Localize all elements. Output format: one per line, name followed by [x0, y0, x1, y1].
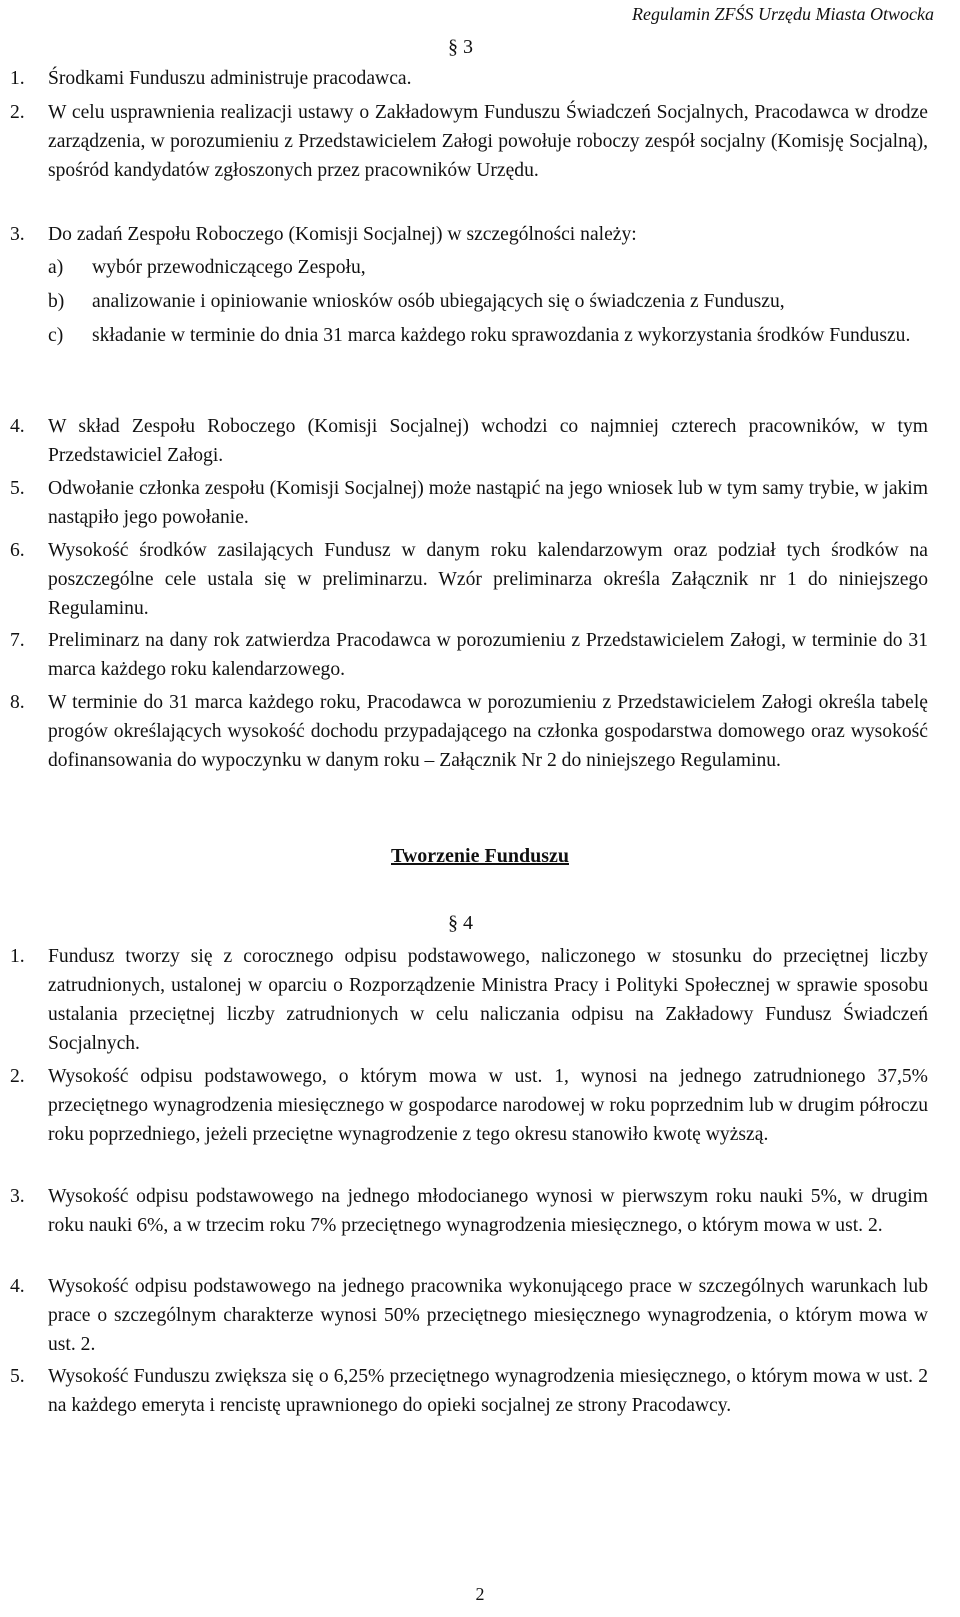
item-number: 3. [10, 1186, 25, 1207]
subitem-text: składanie w terminie do dnia 31 marca każdego roku sprawozdania z wykorzystania środków Funduszu. [92, 325, 911, 346]
item-number: 5. [10, 1366, 25, 1387]
subitem-a [48, 253, 928, 282]
item-number: 2. [10, 1066, 25, 1087]
item-number: 4. [10, 1276, 25, 1297]
s3-item-2 [10, 98, 928, 185]
s3-item-1 [10, 64, 928, 93]
item-text: Fundusz tworzy się z corocznego odpisu podstawowego, naliczonego w stosunku do przeciętnej liczby zatrudnionych, ustalonej w oparciu o Rozporządzenie Ministra Pracy i Polityki Społecznej w sprawie sposobu ustalania przeciętnej liczby zatrudnionych w celu naliczania odpisu na Zakładowy Fundusz Świadczeń Socjalnych. [48, 946, 928, 1054]
s3-item-6 [10, 536, 928, 623]
item-text: Wysokość środków zasilających Fundusz w danym roku kalendarzowym oraz podział tych środków na poszczególne cele ustala się w preliminarzu. Wzór preliminarza określa Załącznik nr 1 do niniejszego Regulaminu. [48, 540, 928, 619]
item-text: W skład Zespołu Roboczego (Komisji Socjalnej) wchodzi co najmniej czterech pracowników, w tym Przedstawiciel Załogi. [48, 416, 928, 466]
page-number: 2 [475, 1584, 485, 1604]
subitem-c [48, 321, 928, 350]
item-text: Do zadań Zespołu Roboczego (Komisji Socjalnej) w szczególności należy: [48, 224, 637, 245]
s4-item-4 [10, 1272, 928, 1359]
s4-item-2 [10, 1062, 928, 1149]
s4-item-5 [10, 1362, 928, 1420]
item-text: Wysokość odpisu podstawowego na jednego młodocianego wynosi w pierwszym roku nauki 5%, w drugim roku nauki 6%, a w trzecim roku 7% przeciętnego wynagrodzenia miesięcznego, o którym mowa w ust. 2. [48, 1186, 928, 1236]
item-text: Wysokość odpisu podstawowego, o którym mowa w ust. 1, wynosi na jednego zatrudnionego 37,5% przeciętnego wynagrodzenia miesięcznego w gospodarce narodowej w roku poprzednim lub w drugim półroczu roku poprzedniego, jeżeli przeciętne wynagrodzenie z tego okresu stanowiło kwotę wyższą. [48, 1066, 928, 1145]
item-text: Preliminarz na dany rok zatwierdza Pracodawca w porozumieniu z Przedstawicielem Załogi, w terminie do 31 marca każdego roku kalendarzowego. [48, 630, 928, 680]
item-number: 7. [10, 630, 25, 651]
item-number: 4. [10, 416, 25, 437]
item-number: 2. [10, 102, 25, 123]
item-number: 1. [10, 946, 25, 967]
subitem-b [48, 287, 928, 316]
section-heading: Tworzenie Funduszu [391, 845, 569, 867]
s3-item-5 [10, 474, 928, 532]
s4-item-3 [10, 1182, 928, 1240]
item-number: 1. [10, 68, 25, 89]
subitem-text: analizowanie i opiniowanie wniosków osób ubiegających się o świadczenia z Funduszu, [92, 291, 785, 312]
item-text: W celu usprawnienia realizacji ustawy o Zakładowym Funduszu Świadczeń Socjalnych, Pracodawca w drodze zarządzenia, w porozumieniu z Przedstawicielem Załogi powołuje roboczy zespół socjalny (Komisję Socjalną), spośród kandydatów zgłoszonych przez pracowników Urzędu. [48, 102, 928, 181]
item-text: W terminie do 31 marca każdego roku, Pracodawca w porozumieniu z Przedstawicielem Załogi określa tabelę progów określających wysokość dochodu przypadającego na członka gospodarstwa domowego oraz wysokość dofinansowania do wypoczynku w danym roku – Załącznik Nr 2 do niniejszego Regulaminu. [48, 692, 928, 771]
section-3-mark: § 3 [448, 36, 473, 58]
s4-item-1 [10, 942, 928, 1058]
subitem-letter: c) [48, 325, 64, 346]
item-text: Wysokość odpisu podstawowego na jednego pracownika wykonującego prace w szczególnych warunkach lub prace o szczególnym charakterze wynosi 50% przeciętnego miesięcznego wynagrodzenia, o którym mowa w ust. 2. [48, 1276, 928, 1355]
item-text: Środkami Funduszu administruje pracodawca. [48, 68, 412, 89]
s3-item-3 [10, 220, 928, 350]
item-number: 6. [10, 540, 25, 561]
item-number: 8. [10, 692, 25, 713]
item-number: 5. [10, 478, 25, 499]
item-number: 3. [10, 224, 25, 245]
subitem-letter: b) [48, 291, 65, 312]
s3-item-4 [10, 412, 928, 470]
section-4-mark: § 4 [448, 912, 473, 934]
item-text: Odwołanie członka zespołu (Komisji Socjalnej) może nastąpić na jego wniosek lub w tym samy trybie, w jakim nastąpiło jego powołanie. [48, 478, 928, 528]
subitem-letter: a) [48, 257, 64, 278]
subitem-text: wybór przewodniczącego Zespołu, [92, 257, 366, 278]
s3-item-7 [10, 626, 928, 684]
running-header: Regulamin ZFŚS Urzędu Miasta Otwocka [632, 4, 934, 24]
s3-item-8 [10, 688, 928, 775]
item-text: Wysokość Funduszu zwiększa się o 6,25% przeciętnego wynagrodzenia miesięcznego, o którym mowa w ust. 2 na każdego emeryta i rencistę uprawnionego do opieki socjalnej ze strony Pracodawcy. [48, 1366, 928, 1416]
